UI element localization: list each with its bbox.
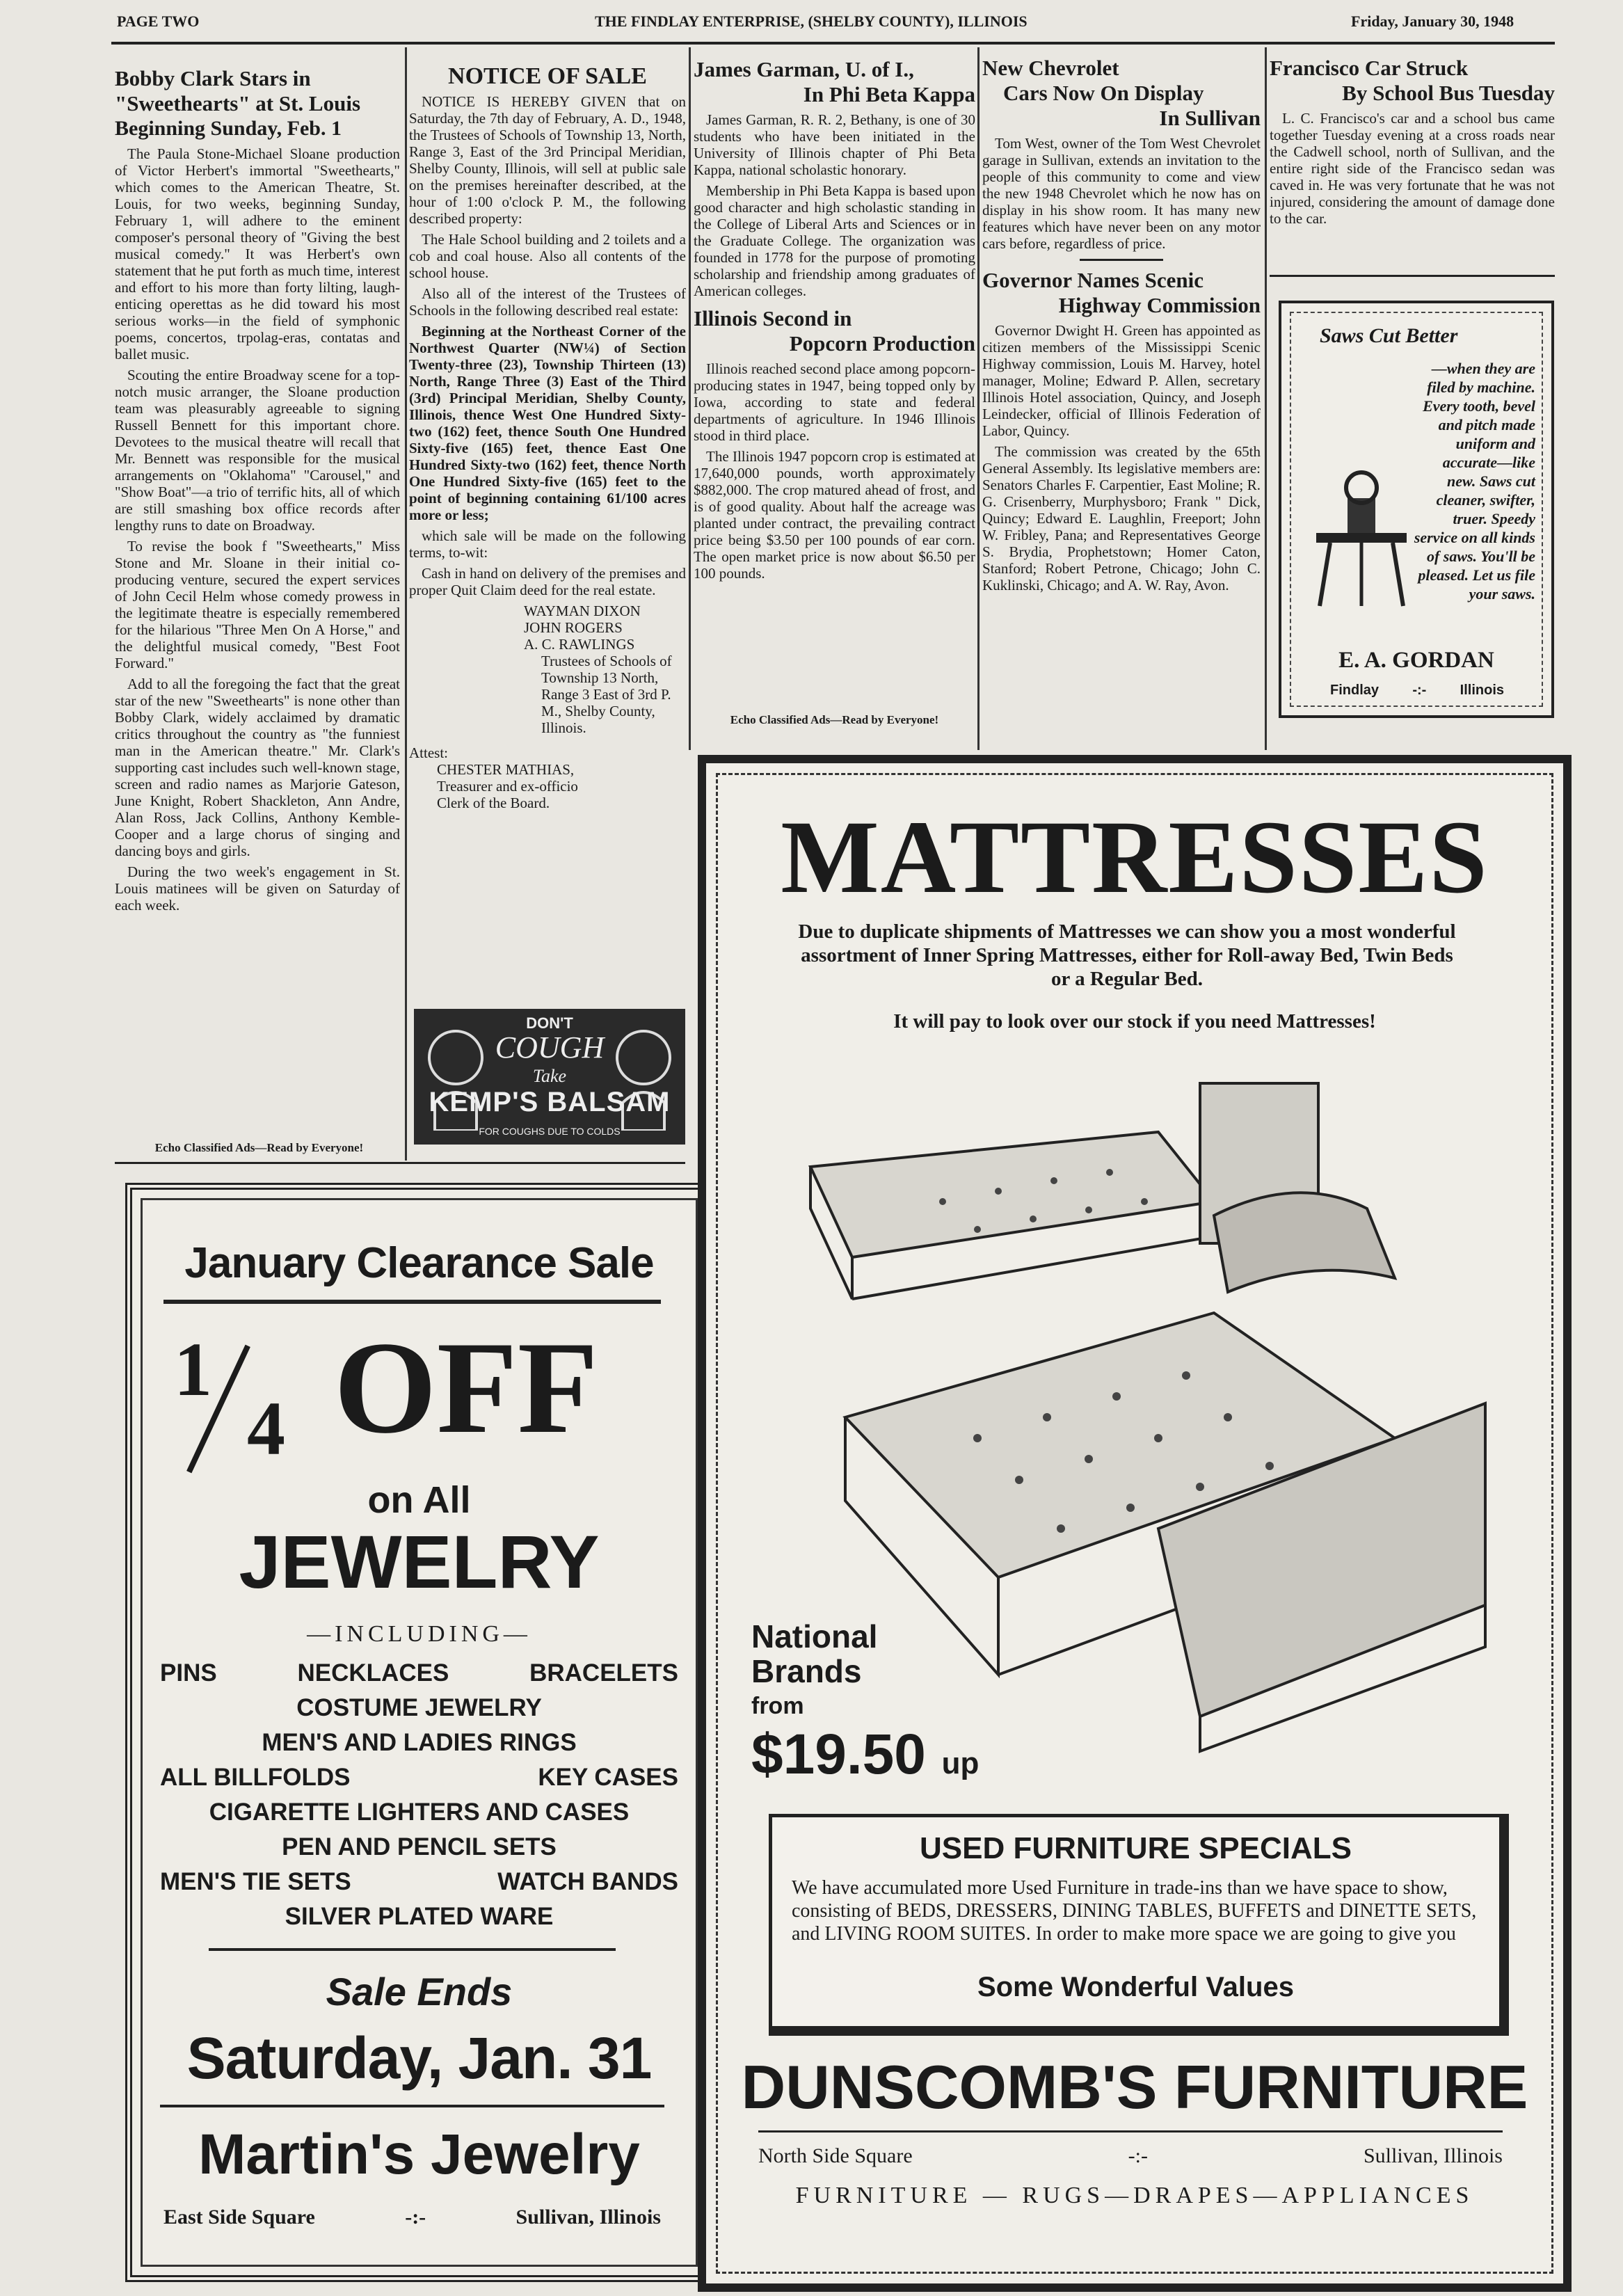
- off-text: OFF: [334, 1315, 598, 1461]
- saws-title: Saws Cut Better: [1320, 324, 1458, 347]
- used-furniture-box: [769, 1814, 1509, 2036]
- saws-location: [1330, 683, 1504, 699]
- kemps-take: Take: [532, 1066, 567, 1086]
- article-body: [694, 111, 975, 299]
- state: Illinois: [1460, 683, 1504, 698]
- price-up: up: [941, 1746, 980, 1780]
- mattress-tagline: It will pay to look over our stock if you need Mattresses!: [893, 1010, 1376, 1033]
- column-rule: [977, 47, 980, 750]
- item: NECKLACES: [297, 1659, 449, 1687]
- paragraph: Also all of the interest of the Trustees of Schools in the following described real estate:: [409, 285, 686, 319]
- item: CIGARETTE LIGHTERS AND CASES: [209, 1799, 630, 1826]
- including: —INCLUDING—: [307, 1621, 531, 1647]
- section-rule: [115, 1162, 685, 1164]
- attest-title: Treasurer and ex-officio Clerk of the Board.: [437, 778, 578, 811]
- store-address: [758, 2144, 1503, 2168]
- store-name: DUNSCOMB'S FURNITURE: [741, 2052, 1528, 2121]
- fraction-numerator: 1: [174, 1327, 212, 1412]
- paragraph: which sale will be made on the following terms, to-wit:: [409, 527, 686, 561]
- rule: [163, 1300, 661, 1304]
- paragraph: Illinois reached second place among popcorn-producing states in 1947, being topped only by Iowa, according to state and federal departments of agriculture. In 1946 Illinois stood in third place.: [694, 360, 975, 444]
- brands: Brands: [751, 1653, 862, 1689]
- mattress-title: MATTRESSES: [781, 799, 1489, 915]
- paragraph: Governor Dwight H. Green has appointed as citizen members of the Mississippi Scenic Highway commission, Louis M. Harvey, hotel manager, Moline; Edward P. Allen, secretary Illinois Hotel association, Quincy, and Joseph Leindecker, official of Illinois Federation of Labor, Quincy.: [982, 322, 1261, 439]
- page-number: PAGE TWO: [117, 13, 200, 30]
- headline: In Sullivan: [1159, 106, 1261, 130]
- paragraph: The Hale School building and 2 toilets and a cob and coal house. Also all contents of the school house.: [409, 231, 686, 281]
- separator: -:-: [405, 2206, 426, 2229]
- jewelry-ad: [125, 1183, 713, 2282]
- notice-of-sale: [409, 64, 686, 1003]
- article-body: [115, 145, 400, 914]
- paragraph: The commission was created by the 65th General Assembly. Its legislative members are: Senators Charles F. Carpentier, East Moline; R. G. Crisenberry, Murphysboro; Frank " Dick, Quincy; Edward E. Laughlin, Freeport; John W. Fribley, Pana; and Representatives George S. Brydia, Prophetstown; Homer Caton, Stanford; Robert Petrone, Chicago; John C. Kuklinski, Chicago; and A. W. Ray, Avon.: [982, 443, 1261, 593]
- headline: Cars Now On Display: [1003, 81, 1204, 105]
- fraction-denominator: 4: [247, 1386, 285, 1471]
- headline: Highway Commission: [1058, 293, 1261, 317]
- item: SILVER PLATED WARE: [285, 1903, 554, 1930]
- town: Findlay: [1330, 683, 1380, 698]
- sale-title: January Clearance Sale: [184, 1239, 654, 1287]
- item: BRACELETS: [529, 1659, 678, 1687]
- signer: A. C. RAWLINGS: [524, 636, 635, 653]
- article-body: [1270, 110, 1555, 227]
- item: MEN'S TIE SETS: [160, 1868, 351, 1895]
- item: COSTUME JEWELRY: [296, 1694, 542, 1721]
- rule: [758, 2130, 1503, 2132]
- kemps-brand: KEMP'S BALSAM: [429, 1087, 671, 1117]
- paragraph: To revise the book f "Sweethearts," Miss Stone and Mr. Sloane in their initial co-producing venture, secured the expert services of John Cecil Helm whose comedy prowess in the legitimate theatre is especially remembered for the hilarious "Three Men On A Horse," and the delightful musical comedy, "Best Foot Forward.": [115, 538, 400, 671]
- paragraph: L. C. Francisco's car and a school bus came together Tuesday evening at a cross roads near the Cadwell school, north of Sullivan, and the entire right side of the Francisco sedan was caved in. He was very fortunate that he was not injured, considering the amount of damage done to the car.: [1270, 110, 1555, 227]
- legal-description: Beginning at the Northeast Corner of the Northwest Quarter (NW¼) of Section Twenty-three (23), Township Thirteen (13) North, Range Three (3) East of the Third (3rd) Principal Meridian, Shelby County, Illinois, thence West One Hundred Sixty-two (162) feet, thence South One Hundred Sixty-five (165) feet, thence East One Hundred Sixty-two (162) feet, thence North One Hundred Sixty-five (165) feet to the point of beginning containing 61/100 acres more or less;: [409, 323, 686, 523]
- kemps-balsam-ad: [414, 1009, 685, 1145]
- article-garman: [694, 57, 975, 732]
- item-row: [160, 1868, 678, 1896]
- subheadline: Beginning Sunday, Feb. 1: [115, 117, 342, 140]
- classified-tag: Echo Classified Ads—Read by Everyone!: [154, 1141, 364, 1154]
- article-bobby-clark: [115, 66, 400, 1165]
- item: WATCH BANDS: [497, 1868, 678, 1895]
- headline: In Phi Beta Kappa: [803, 82, 975, 106]
- store-address: [163, 2206, 661, 2229]
- mattress-ad: [698, 755, 1572, 2292]
- attest-name: CHESTER MATHIAS,: [437, 761, 575, 778]
- headline: Bobby Clark Stars in "Sweethearts" at St. Louis: [115, 66, 361, 115]
- classified-tag: Echo Classified Ads—Read by Everyone!: [730, 713, 939, 726]
- item: KEY CASES: [538, 1764, 678, 1791]
- column-rule: [1265, 47, 1267, 750]
- price: [751, 1723, 979, 1795]
- article-chevrolet: [982, 56, 1261, 751]
- product-lines: FURNITURE — RUGS—DRAPES—APPLIANCES: [795, 2183, 1474, 2208]
- paragraph: James Garman, R. R. 2, Bethany, is one of 30 students who have been initiated in the University of Illinois chapter of Phi Beta Kappa, national scholastic honorary.: [694, 111, 975, 178]
- headline: Francisco Car Struck: [1270, 56, 1469, 80]
- headline: NOTICE OF SALE: [448, 64, 647, 89]
- notice-body: [409, 93, 686, 598]
- mattress-illustration-icon: [769, 1049, 1506, 1758]
- article-body: [982, 322, 1261, 593]
- masthead: [0, 13, 1623, 54]
- used-text: We have accumulated more Used Furniture in trade-ins than we have space to show, consisting of BEDS, DRESSERS, DINING TABLES, BUFFETS and DINETTE SETS, and LIVING ROOM SUITES. In order to make more space we are going to give you: [792, 1877, 1477, 1945]
- end-date: Saturday, Jan. 31: [186, 2025, 652, 2091]
- attest-label: Attest:: [409, 744, 448, 761]
- paragraph: Membership in Phi Beta Kappa is based upon good character and high scholastic standing in the College of Liberal Arts and Sciences or in the Graduate College. The organization was founded in 1778 for the purpose of promoting scholarship and friendship among graduates of American colleges.: [694, 182, 975, 299]
- issue-date: Friday, January 30, 1948: [1351, 13, 1514, 30]
- saws-ad: [1279, 301, 1554, 718]
- item: PINS: [160, 1659, 217, 1687]
- divider: [1080, 259, 1163, 261]
- signers: [524, 603, 686, 736]
- from: from: [751, 1693, 804, 1719]
- saw-filing-machine-icon: [1309, 456, 1414, 609]
- paragraph: Cash in hand on delivery of the premises and proper Quit Claim deed for the real estate.: [409, 565, 686, 598]
- section-rule: [1270, 275, 1555, 277]
- headline: New Chevrolet: [982, 56, 1119, 80]
- attest: [409, 744, 686, 811]
- city: Sullivan, Illinois: [1363, 2144, 1503, 2167]
- item: ALL BILLFOLDS: [160, 1764, 351, 1791]
- item: PEN AND PENCIL SETS: [282, 1833, 557, 1860]
- kemps-line: DON'T: [526, 1014, 573, 1032]
- headline: Illinois Second in: [694, 306, 852, 330]
- masthead-rule: [111, 42, 1555, 45]
- signer: WAYMAN DIXON: [524, 603, 641, 619]
- price-value: $19.50: [751, 1723, 926, 1786]
- item-row: [160, 1659, 678, 1687]
- city: Sullivan, Illinois: [515, 2206, 661, 2229]
- kemps-foot: FOR COUGHS DUE TO COLDS: [479, 1126, 621, 1137]
- paragraph: Tom West, owner of the Tom West Chevrolet garage in Sullivan, extends an invitation to the people of this community to come and view the new 1948 Chevrolet which he now has on display in his show room. It has many new features which have never been on any motor cars before, regardless of price.: [982, 135, 1261, 252]
- separator: -:-: [1412, 683, 1427, 698]
- headline: By School Bus Tuesday: [1342, 81, 1555, 105]
- jewelry-word: JEWELRY: [239, 1520, 600, 1604]
- on-all: on All: [367, 1479, 471, 1521]
- column-rule: [689, 47, 691, 750]
- fraction-quarter: [167, 1325, 327, 1485]
- headline: Popcorn Production: [789, 331, 975, 356]
- item: MEN'S AND LADIES RINGS: [262, 1729, 577, 1756]
- used-title: USED FURNITURE SPECIALS: [920, 1831, 1352, 1865]
- paragraph: During the two week's engagement in St. Louis matinees will be given on Saturday of each week.: [115, 863, 400, 914]
- article-body: [694, 360, 975, 582]
- sale-ends: Sale Ends: [326, 1970, 513, 2014]
- rule: [160, 2105, 664, 2107]
- paragraph: NOTICE IS HEREBY GIVEN that on Saturday, the 7th day of February, A. D., 1948, the Trustees of Schools of Township 13, North, Range 3, East of the 3rd Principal Meridian, Shelby County, Illinois, will sell at public sale on the premises hereinafter described, at the hour of 1:00 o'clock P. M., the following described property:: [409, 93, 686, 227]
- separator: -:-: [1128, 2144, 1148, 2167]
- used-values: Some Wonderful Values: [977, 1972, 1294, 2002]
- saws-owner: E. A. GORDAN: [1338, 648, 1494, 673]
- mattress-subtitle: Due to duplicate shipments of Mattresses we can show you a most wonderful assortment of Inner Spring Mattresses, either for Roll-away Bed, Twin Beds or a Regular Bed.: [798, 920, 1456, 990]
- rule: [209, 1948, 616, 1951]
- paragraph: Add to all the foregoing the fact that the great star of the new "Sweethearts" is none other than Bobby Clark, widely acclaimed by dramatic critics throughout the country as "the funniest man in the American theatre." Mr. Clark's supporting cast includes such well-known stage, screen and radio names as Marjorie Gateson, June Knight, Robert Shackleton, Ann Andre, Alan Ross, Jack Collins, Anthony Kemble-Cooper and a large chorus of singing and dancing boys and girls.: [115, 676, 400, 859]
- paragraph: The Illinois 1947 popcorn crop is estimated at 17,640,000 pounds, worth approximately $882,000. The crop matured ahead of frost, and is of good quality. About half the acreage was planted under contract, the prevailing contract price being $3.50 per 100 pounds of ear corn. The open market price is now about $6.50 per 100 pounds.: [694, 448, 975, 582]
- address: East Side Square: [163, 2206, 315, 2229]
- paragraph: Scouting the entire Broadway scene for a top-notch music arranger, the Sloane production team was pleasurably agreeable to signing Russell Bennett for this important chore. Devotees to the musical theatre will recall that Mr. Bennett was responsible for the musical arrangements on "Oklahoma" "Carousel," and "Show Boat"—a trio of terrific hits, all of which are still smashing box office records after lengthy runs to date on Broadway.: [115, 367, 400, 534]
- column-rule: [405, 47, 407, 1161]
- article-francisco: [1270, 56, 1555, 264]
- headline: Governor Names Scenic: [982, 268, 1204, 292]
- national-brands: [751, 1619, 877, 1723]
- kemps-cough: COUGH: [495, 1030, 605, 1065]
- signer: JOHN ROGERS: [524, 619, 623, 636]
- store-name: Martin's Jewelry: [198, 2123, 640, 2186]
- signer-title: Trustees of Schools of Township 13 North, Range 3 East of 3rd P. M., Shelby County, Illinois.: [541, 653, 672, 736]
- address: North Side Square: [758, 2144, 913, 2167]
- article-body: [982, 135, 1261, 252]
- saws-text: —when they are filed by machine. Every tooth, bevel and pitch made uniform and accurate—like new. Saws cut cleaner, swifter, truer. Speedy service on all kinds of saws. You'll be pleased. Let us file your saws.: [1414, 360, 1535, 603]
- headline: James Garman, U. of I.,: [694, 57, 914, 81]
- paragraph: The Paula Stone-Michael Sloane production of Victor Herbert's immortal "Sweethearts," which comes to the American Theatre, St. Louis, for two weeks, beginning Sunday, February 1, will adhere to the eminent composer's personal theory of "Giving the best musical comedy." It was Herbert's own statement that he put forth as much time, interest and effort to his more than forty lilting, laugh-enticing operettas as he did toward his most serious works—in the field of symphonic poems, concertos, trpolag-eras, contatas and ballet music.: [115, 145, 400, 362]
- item-row: [160, 1764, 678, 1792]
- paper-title: THE FINDLAY ENTERPRISE, (SHELBY COUNTY), ILLINOIS: [595, 13, 1028, 30]
- national: National: [751, 1618, 878, 1655]
